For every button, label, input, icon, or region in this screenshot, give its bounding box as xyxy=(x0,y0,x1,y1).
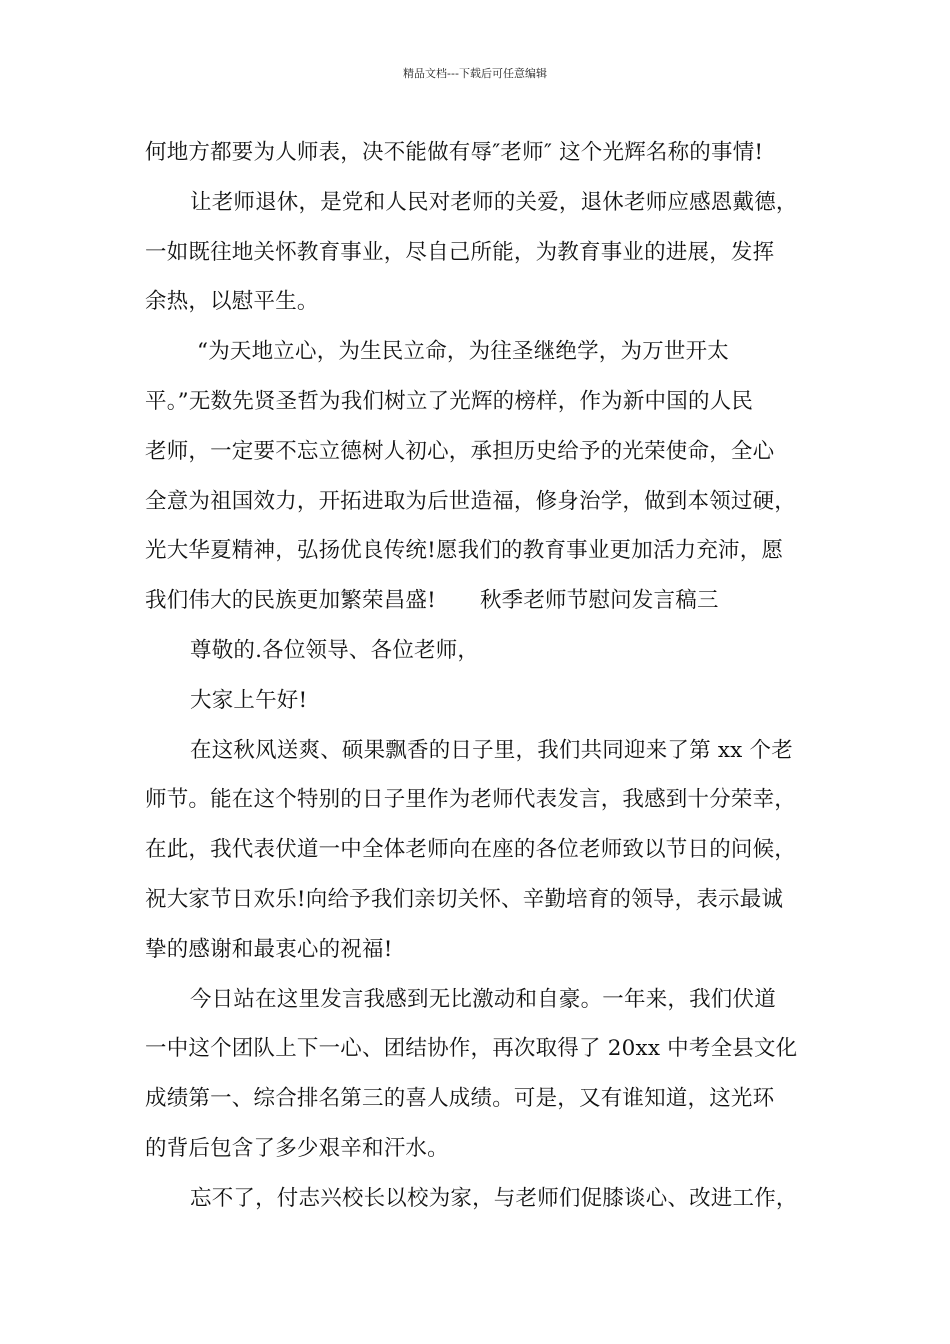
section-title: 秋季老师节慰问发言稿三 xyxy=(479,588,719,614)
text-line: “为天地立心，为生民立命，为往圣继绝学，为万世开太 xyxy=(197,339,729,365)
text-line: 成绩第一、综合排名第三的喜人成绩。可是，又有谁知道，这光环 xyxy=(145,1086,775,1112)
greeting: 大家上午好! xyxy=(190,687,308,713)
text-line: 一如既往地关怀教育事业，尽自己所能，为教育事业的进展，发挥 xyxy=(145,239,775,265)
text-line: 余热，以慰平生。 xyxy=(145,289,319,315)
text-line: 师节。能在这个特别的日子里作为老师代表发言，我感到十分荣幸， xyxy=(145,787,797,813)
body-text xyxy=(145,128,825,1224)
text-line: 的背后包含了多少艰辛和汗水。 xyxy=(145,1135,449,1161)
text-line: 我们伟大的民族更加繁荣昌盛! xyxy=(145,588,436,614)
text-line: 光大华夏精神，弘扬优良传统!愿我们的教育事业更加活力充沛，愿 xyxy=(145,538,784,564)
text-line: 祝大家节日欢乐!向给予我们亲切关怀、辛勤培育的领导，表示最诚 xyxy=(145,886,784,912)
text-line: 一中这个团队上下一心、团结协作，再次取得了 20xx 中考全县文化 xyxy=(145,1036,798,1062)
text-line: 在此，我代表伏道一中全体老师向在座的各位老师致以节日的问候， xyxy=(145,837,797,863)
text-line: 何地方都要为人师表，决不能做有辱″老师″ 这个光辉名称的事情! xyxy=(145,140,764,165)
text-line: 全意为祖国效力，开拓进取为后世造福，修身治学，做到本领过硬， xyxy=(145,488,797,514)
page-header: 精品文档---下载后可任意编辑 xyxy=(403,67,547,80)
text-line: 挚的感谢和最衷心的祝福! xyxy=(145,936,393,962)
text-line: 老师，一定要不忘立德树人初心，承担历史给予的光荣使命，全心 xyxy=(145,438,775,464)
text-line: 让老师退休，是党和人民对老师的关爱，退休老师应感恩戴德， xyxy=(190,189,798,215)
text-line: 在这秋风送爽、硕果飘香的日子里，我们共同迎来了第 xx 个老 xyxy=(190,737,793,763)
salutation: 尊敬的.各位领导、各位老师， xyxy=(190,637,480,663)
text-line: 平。”无数先贤圣哲为我们树立了光辉的榜样，作为新中国的人民 xyxy=(145,388,754,414)
text-line-with-title xyxy=(145,576,825,626)
text-line: 今日站在这里发言我感到无比激动和自豪。一年来，我们伏道 xyxy=(190,986,776,1012)
text-line: 忘不了，付志兴校长以校为家，与老师们促膝谈心、改进工作， xyxy=(190,1185,798,1211)
